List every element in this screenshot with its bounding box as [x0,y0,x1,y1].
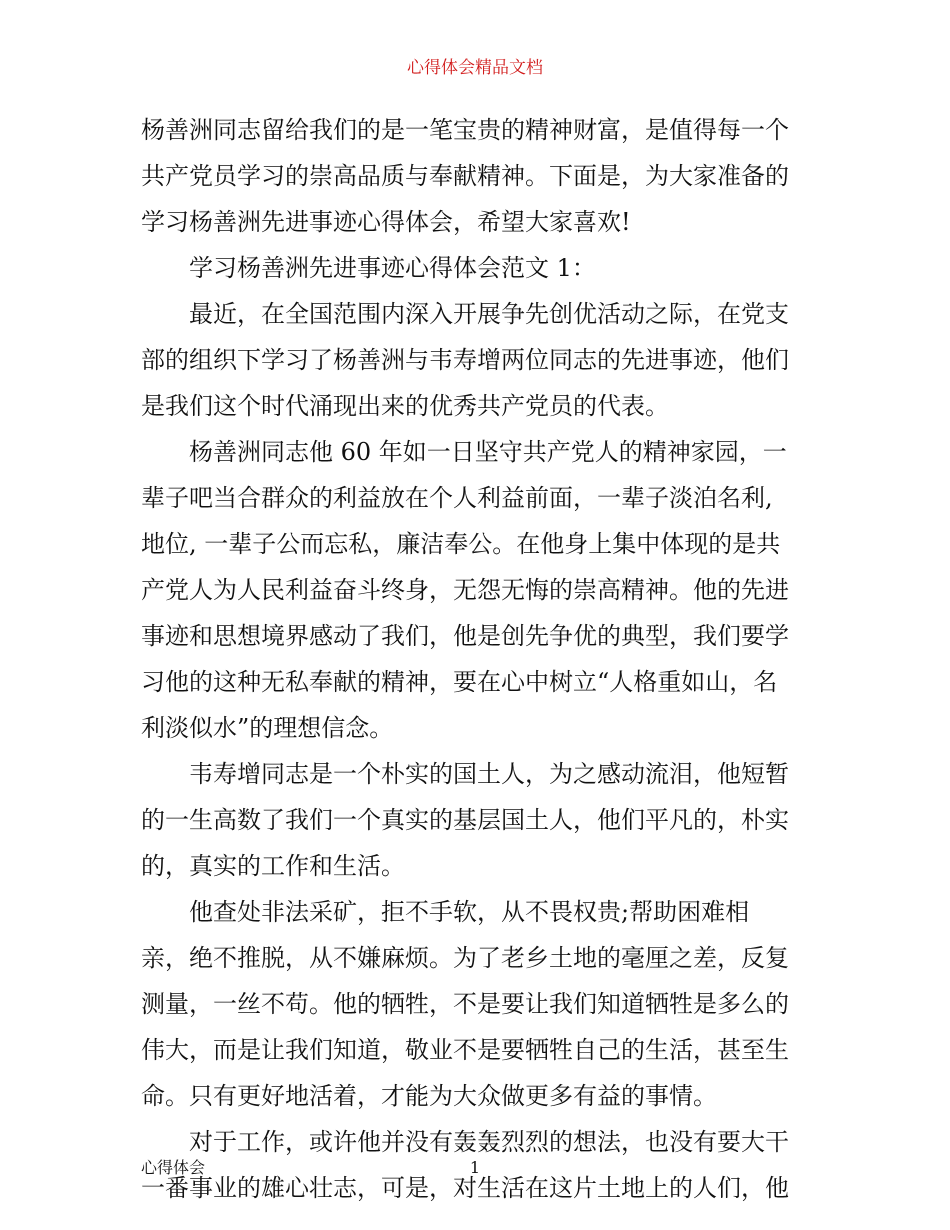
text-line: 最近，在全国范围内深入开展争先创优活动之际，在党支 [189,300,789,328]
document-body [141,107,813,1211]
text-line: 杨善洲同志他 60 年如一日坚守共产党人的精神家园，一 [189,438,787,466]
text-line: 利淡似水”的理想信念。 [141,714,394,742]
text-line: 地位, 一辈子公而忘私，廉洁奉公。在他身上集中体现的是共 [141,530,781,558]
text-line: 的，真实的工作和生活。 [141,852,405,880]
text-line: 习他的这种无私奉献的精神，要在心中树立“人格重如山，名 [141,668,778,696]
text-line: 杨善洲同志留给我们的是一笔宝贵的精神财富，是值得每一个 [141,116,789,144]
text-line: 共产党员学习的崇高品质与奉献精神。下面是，为大家准备的 [141,162,789,190]
text-line: 测量，一丝不苟。他的牺牲，不是要让我们知道牺牲是多么的 [141,990,789,1018]
text-line: 部的组织下学习了杨善洲与韦寿增两位同志的先进事迹，他们 [141,346,789,374]
page-number: 1 [469,1158,481,1177]
text-line: 事迹和思想境界感动了我们，他是创先争优的典型，我们要学 [141,622,789,650]
text-line: 辈子吧当合群众的利益放在个人利益前面，一辈子淡泊名利, [141,484,773,512]
text-line: 对于工作，或许他并没有轰轰烈烈的想法，也没有要大干 [189,1128,789,1156]
text-line: 是我们这个时代涌现出来的优秀共产党员的代表。 [141,392,669,420]
text-line: 亲，绝不推脱，从不嫌麻烦。为了老乡土地的毫厘之差，反复 [141,944,789,972]
text-line: 学习杨善洲先进事迹心得体会，希望大家喜欢! [141,208,631,236]
text-line: 他查处非法采矿，拒不手软，从不畏权贵;帮助困难相 [189,898,750,926]
footer-label: 心得体会 [141,1158,206,1177]
text-line: 伟大，而是让我们知道，敬业不是要牺牲自己的生活，甚至生 [141,1036,789,1064]
text-line: 产党人为人民利益奋斗终身，无怨无悔的崇高精神。他的先进 [141,576,789,604]
text-line: 一番事业的雄心壮志，可是，对生活在这片土地上的人们，他 [141,1174,789,1202]
section-heading: 学习杨善洲先进事迹心得体会范文 1： [189,254,596,282]
text-line: 命。只有更好地活着，才能为大众做更多有益的事情。 [141,1082,717,1110]
document-header-title: 心得体会精品文档 [407,58,543,78]
text-line: 韦寿增同志是一个朴实的国土人，为之感动流泪，他短暂 [189,760,789,788]
text-line: 的一生高数了我们一个真实的基层国土人，他们平凡的，朴实 [141,806,789,834]
